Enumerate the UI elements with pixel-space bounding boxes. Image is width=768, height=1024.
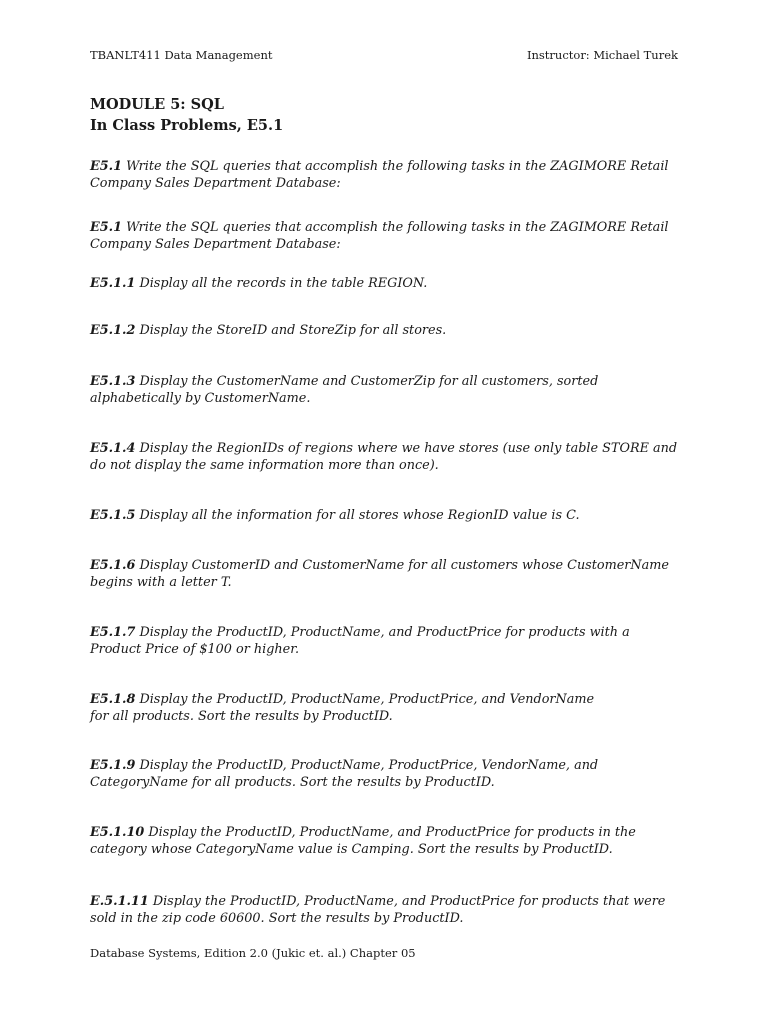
problem-text: Write the SQL queries that accomplish the following tasks in the ZAGIMORE Retail Company Sales Department Database: [90, 159, 669, 191]
course-title: TBANLT411 Data Management [90, 48, 273, 62]
problem-text: Display the CustomerName and CustomerZip for all customers, sorted alphabetically by CustomerName. [90, 374, 599, 406]
problem-id: E5.1.5 [90, 508, 136, 523]
problem-text: Display CustomerID and CustomerName for all customers whose CustomerName begins with a letter T. [90, 558, 669, 590]
problem-id: E5.1.10 [90, 825, 145, 840]
problem-id: E5.1.4 [90, 441, 136, 456]
problem-item [90, 158, 690, 192]
problem-text: Display the ProductID, ProductName, ProductPrice, and VendorName for all products. Sort the results by ProductID. [90, 692, 595, 724]
problem-item [90, 557, 690, 591]
problem-id: E5.1.9 [90, 758, 136, 773]
section-title: In Class Problems, E5.1 [90, 117, 284, 134]
problem-item [90, 219, 690, 253]
title-block [90, 94, 283, 136]
problem-text: Display the RegionIDs of regions where we have stores (use only table STORE and do not display the same information more than once). [90, 441, 678, 473]
problem-id: E.5.1.11 [90, 894, 149, 909]
problem-item [90, 893, 685, 927]
problem-item [90, 624, 635, 658]
page-header [90, 47, 678, 63]
problem-item [90, 322, 685, 339]
page-footer: Database Systems, Edition 2.0 (Jukic et. al.) Chapter 05 [90, 946, 416, 960]
problem-id: E5.1.6 [90, 558, 136, 573]
problem-text: Write the SQL queries that accomplish the following tasks in the ZAGIMORE Retail Company Sales Department Database: [90, 220, 669, 252]
problem-item [90, 275, 685, 292]
problem-item [90, 757, 680, 791]
problem-text: Display the StoreID and StoreZip for all stores. [135, 323, 447, 338]
problem-id: E5.1.7 [90, 625, 136, 640]
problem-text: Display the ProductID, ProductName, and ProductPrice for products that were sold in the zip code 60600. Sort the results by ProductID. [90, 894, 666, 926]
problem-item [90, 373, 670, 407]
module-title: MODULE 5: SQL [90, 96, 224, 113]
problem-item [90, 507, 685, 524]
problem-text: Display the ProductID, ProductName, and ProductPrice for products in the category whose CategoryName value is Camping. Sort the results by ProductID. [90, 825, 636, 857]
problem-text: Display the ProductID, ProductName, and ProductPrice for products with a Product Price of $100 or higher. [90, 625, 630, 657]
problem-id: E5.1.2 [90, 323, 136, 338]
problem-text: Display all the information for all stores whose RegionID value is C. [135, 508, 580, 523]
problem-item [90, 440, 680, 474]
problem-item [90, 824, 685, 858]
problem-id: E5.1 [90, 220, 123, 235]
problem-id: E5.1 [90, 159, 123, 174]
problem-id: E5.1.1 [90, 276, 136, 291]
problem-text: Display all the records in the table REGION. [135, 276, 428, 291]
problem-id: E5.1.8 [90, 692, 136, 707]
instructor-name: Instructor: Michael Turek [526, 48, 678, 62]
problem-text: Display the ProductID, ProductName, ProductPrice, VendorName, and CategoryName for all products. Sort the results by ProductID. [90, 758, 599, 790]
problem-id: E5.1.3 [90, 374, 136, 389]
problem-item [90, 691, 595, 725]
